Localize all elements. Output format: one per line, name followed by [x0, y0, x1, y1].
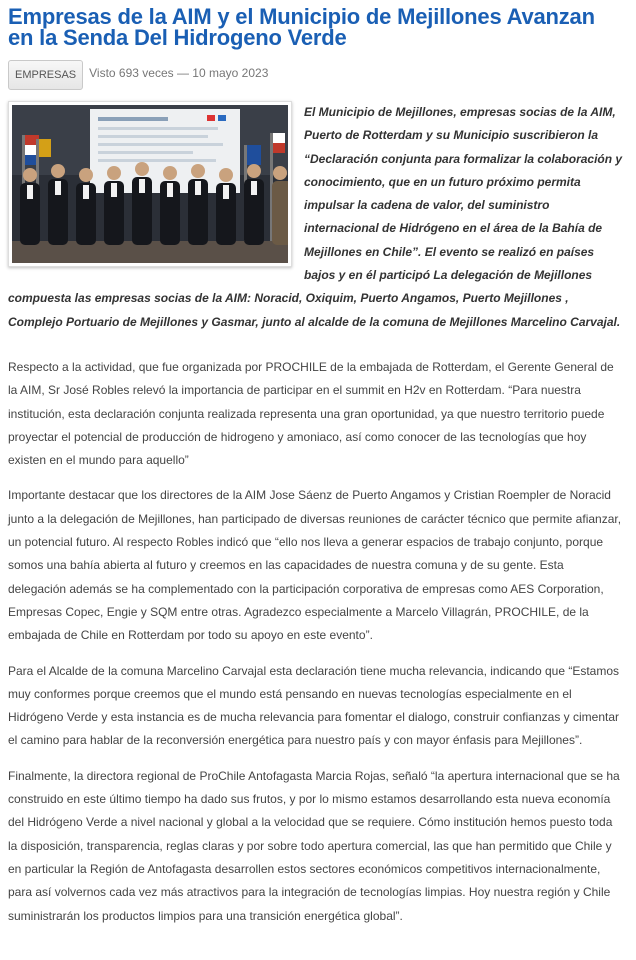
- paragraph-2: Importante destacar que los directores de la AIM Jose Sáenz de Puerto Angamos y Cristian Roempler de Noracid junto a la delegación de Mejillones, han participado de diversas reuniones de carácter técnico que permite afianzar, un potencial futuro. Al respecto Robles indicó que “ello nos lleva a generar espacios de trabajo conjunto, porque somos una bahía abierta al futuro y creemos en las capacidades de nuestra comuna y de su gente. Esta delegación además se ha complementado con la participación corporativa de empresas como AES Corporation, Empresas Copec, Engie y SQM entre otras. Agradezco especialmente a Marcelo Villagrán, PROCHILE, de la embajada de Chile en Rotterdam por todo su apoyo en este evento”.: [8, 488, 622, 643]
- article-title[interactable]: Empresas de la AIM y el Municipio de Mejillones Avanzan en la Senda Del Hidrogeno Verde: [8, 4, 595, 50]
- article-lead: El Municipio de Mejillones, empresas socias de la AIM, Puerto de Rotterdam y su Municipio suscribieron la “Declaración conjunta para formalizar la colaboración y conocimiento, que en un futuro próximo permita impulsar la cadena de valor, del suministro internacional de Hidrógeno en el área de la Bahía de Mejillones en Chile”. El evento se realizó en países bajos y en él participó La delegación de Mejillones compuesta las empresas socias de la AIM: Noracid, Oxiquim, Puerto Angamos, Puerto Mejillones , Complejo Portuario de Mejillones y Gasmar, junto al alcalde de la comuna de Mejillones Marcelino Carvajal.: [8, 105, 623, 329]
- paragraph-4: Finalmente, la directora regional de ProChile Antofagasta Marcia Rojas, señaló “la apertura internacional que se ha construido en este último tiempo ha dado sus frutos, y por lo mismo estamos desarrollando esta nueva economía del Hidrógeno Verde a nivel nacional y global a la velocidad que se requiere. Cómo institución hemos puesto toda la disposición, transparencia, reglas claras y por sobre todo apertura comercial, las que han permitido que Chile y en particular la Región de Antofagasta desarrollen estos sectores económicos competitivos internacionalmente, para así volvernos cada vez más atractivos para la integración de tecnologías limpias. Hoy nuestra región y Chile suministrarán los productos limpios para una transición energética global”.: [8, 768, 620, 923]
- delegation-photo-image: [12, 105, 288, 263]
- paragraph-3: Para el Alcalde de la comuna Marcelino Carvajal esta declaración tiene mucha relevancia, indicando que “Estamos muy conformes porque creemos que el mundo está pensando en nuevas tecnologías especialmente en el Hidrógeno Verde y esta instancia es de mucha relevancia para fomentar el dialogo, construir confianzas y cimentar el camino para hablar de la reconversión energética para nuestro país y con mayor énfasis para Mejillones”.: [8, 663, 620, 748]
- event-photo[interactable]: [8, 101, 292, 267]
- article-container: [8, 0, 624, 940]
- view-count-date: Visto 693 veces — 10 mayo 2023: [89, 66, 269, 80]
- category-tag[interactable]: EMPRESAS: [8, 60, 83, 90]
- article-meta: [8, 60, 624, 90]
- article-body: [8, 101, 624, 928]
- paragraph-1: Respecto a la actividad, que fue organizada por PROCHILE de la embajada de Rotterdam, el Gerente General de la AIM, Sr José Robles relevó la importancia de participar en el summit en H2v en Rotterdam. “Para nuestra institución, esta declaración conjunta realizada representa una gran oportunidad, ya que nuestro territorio puede proyectar el potencial de producción de hidrogeno y amoniaco, así como conocer de las tecnologías que hoy existen en el mundo para aquello”: [8, 359, 614, 468]
